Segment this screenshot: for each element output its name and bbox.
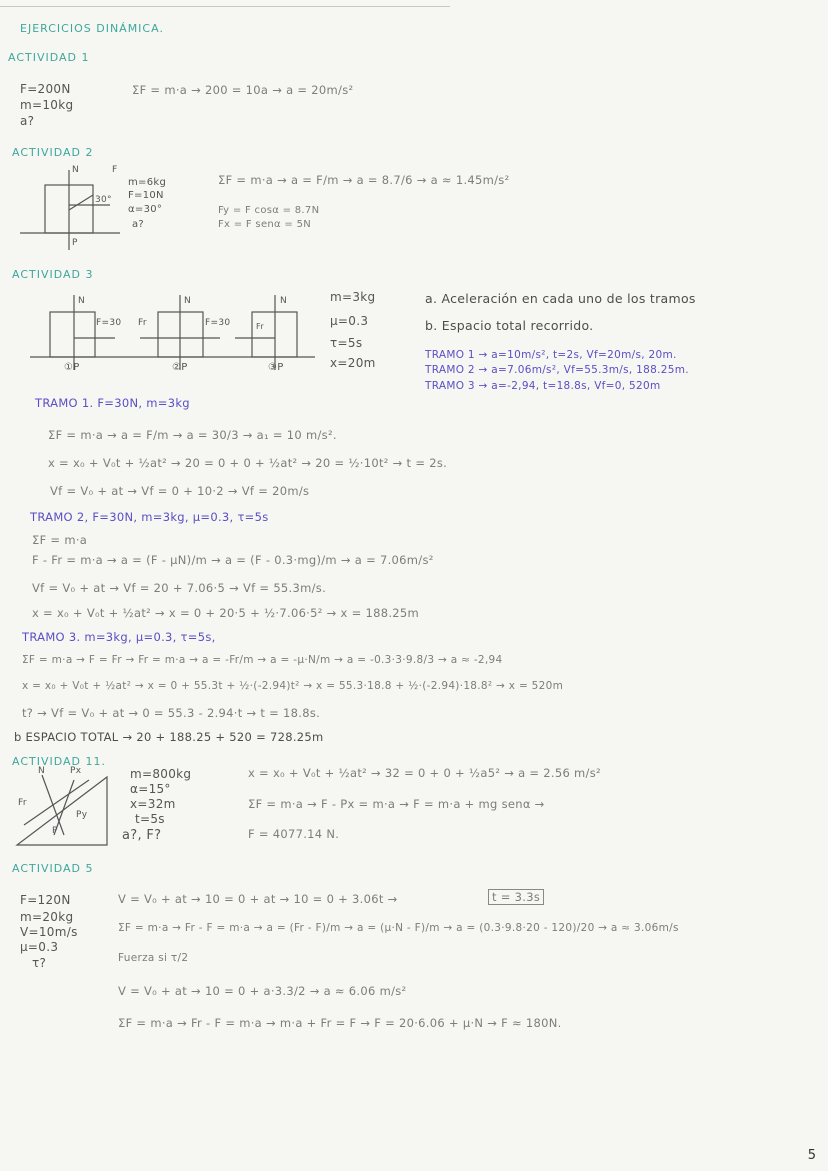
page-number: 5 <box>807 1148 816 1163</box>
equation: Fx = F senα = 5N <box>218 219 312 230</box>
heading-actividad-2: ACTIVIDAD 2 <box>12 146 94 159</box>
top-rule <box>0 6 450 7</box>
given: m=3kg <box>330 290 376 304</box>
equation: ΣF = m·a → 200 = 10a → a = 20m/s² <box>132 83 354 97</box>
equation: x = x₀ + V₀t + ½at² → 32 = 0 + 0 + ½a5² → a = 2.56 m/s² <box>248 766 601 780</box>
equation: F - Fr = m·a → a = (F - μN)/m → a = (F - 0.3·mg)/m → a = 7.06m/s² <box>32 553 434 567</box>
diagram-label: P <box>52 826 58 836</box>
diagram-label: Fr <box>18 798 27 808</box>
result-tramo-1: TRAMO 1 → a=10m/s², t=2s, Vf=20m/s, 20m. <box>425 349 677 361</box>
equation: ΣF = m·a → F - Px = m·a → F = m·a + mg senα → <box>248 797 545 811</box>
diagram-label: N <box>72 165 80 175</box>
diagram-label: Py <box>76 810 88 820</box>
given: τ? <box>32 956 47 970</box>
result-tramo-3: TRAMO 3 → a=-2,94, t=18.8s, Vf=0, 520m <box>425 380 661 392</box>
force-diagram-3 <box>30 290 320 370</box>
given: m=10kg <box>20 98 74 112</box>
tramo-2-heading: TRAMO 2, F=30N, m=3kg, μ=0.3, τ=5s <box>30 510 269 524</box>
given: α=15° <box>130 782 171 796</box>
given: F=120N <box>20 893 71 907</box>
given: a? <box>20 114 35 128</box>
tramo-3-heading: TRAMO 3. m=3kg, μ=0.3, τ=5s, <box>22 630 216 644</box>
diagram-label: ②P <box>172 362 188 373</box>
diagram-label: N <box>280 296 288 306</box>
heading-actividad-3: ACTIVIDAD 3 <box>12 268 94 281</box>
given: F=200N <box>20 82 71 96</box>
equation: x = x₀ + V₀t + ½at² → 20 = 0 + 0 + ½at² → 20 = ½·10t² → t = 2s. <box>48 456 448 470</box>
given: x=32m <box>130 797 176 811</box>
equation: F = 4077.14 N. <box>248 827 340 841</box>
diagram-label: 30° <box>95 195 112 205</box>
equation: ΣF = m·a → Fr - F = m·a → a = (Fr - F)/m → a = (μ·N - F)/m → a = (0.3·9.8·20 - 120)/20 → a ≈ 3.06m/s <box>118 922 679 934</box>
given: μ=0.3 <box>330 314 369 328</box>
diagram-label: Fr <box>256 322 264 331</box>
diagram-label: ①P <box>64 362 80 373</box>
given: t=5s <box>135 812 165 826</box>
equation: t? → Vf = V₀ + at → 0 = 55.3 - 2.94·t → t = 18.8s. <box>22 706 321 720</box>
result-tramo-2: TRAMO 2 → a=7.06m/s², Vf=55.3m/s, 188.25m. <box>425 364 689 376</box>
given: m=20kg <box>20 910 74 924</box>
diagram-label: F <box>112 165 118 175</box>
equation: ΣF = m·a → a = F/m → a = 30/3 → a₁ = 10 m/s². <box>48 428 337 442</box>
diagram-label: Fr <box>138 318 147 328</box>
question-a: a. Aceleración en cada uno de los tramos <box>425 291 696 306</box>
equation: Vf = V₀ + at → Vf = 20 + 7.06·5 → Vf = 55.3m/s. <box>32 581 327 595</box>
equation: V = V₀ + at → 10 = 0 + at → 10 = 0 + 3.06t → <box>118 892 398 906</box>
given: V=10m/s <box>20 925 78 939</box>
heading-actividad-11: ACTIVIDAD 11. <box>12 755 107 768</box>
tramo-1-heading: TRAMO 1. F=30N, m=3kg <box>35 396 190 410</box>
given: x=20m <box>330 356 376 370</box>
equation: ΣF = m·a → a = F/m → a = 8.7/6 → a ≈ 1.45m/s² <box>218 173 510 187</box>
equation: Fy = F cosα = 8.7N <box>218 205 320 216</box>
equation: ΣF = m·a <box>32 533 88 547</box>
given: m=6kg <box>128 177 167 188</box>
equation: V = V₀ + at → 10 = 0 + a·3.3/2 → a ≈ 6.06 m/s² <box>118 984 407 998</box>
given: α=30° <box>128 204 163 215</box>
heading-actividad-1: ACTIVIDAD 1 <box>8 51 90 64</box>
diagram-label: P <box>72 238 78 248</box>
page-title: EJERCICIOS DINÁMICA. <box>20 22 164 35</box>
equation: ΣF = m·a → Fr - F = m·a → m·a + Fr = F → F = 20·6.06 + μ·N → F ≈ 180N. <box>118 1016 562 1030</box>
diagram-label: F=30 <box>96 318 122 328</box>
incline-diagram <box>14 765 114 850</box>
total-distance: b ESPACIO TOTAL → 20 + 188.25 + 520 = 728.25m <box>14 730 324 744</box>
equation: ΣF = m·a → F = Fr → Fr = m·a → a = -Fr/m → a = -μ·N/m → a = -0.3·3·9.8/3 → a ≈ -2,94 <box>22 654 503 666</box>
given: μ=0.3 <box>20 940 59 954</box>
diagram-label: ③P <box>268 362 284 373</box>
question-b: b. Espacio total recorrido. <box>425 318 594 333</box>
equation: x = x₀ + V₀t + ½at² → x = 0 + 20·5 + ½·7.06·5² → x = 188.25m <box>32 606 420 620</box>
given: τ=5s <box>330 336 363 350</box>
diagram-label: Px <box>70 766 82 776</box>
diagram-label: N <box>184 296 192 306</box>
given: a?, F? <box>122 828 162 843</box>
given: F=10N <box>128 190 164 201</box>
diagram-label: N <box>78 296 86 306</box>
equation: x = x₀ + V₀t + ½at² → x = 0 + 55.3t + ½·(-2.94)t² → x = 55.3·18.8 + ½·(-2.94)·18.8² → x = 520m <box>22 680 564 692</box>
given: m=800kg <box>130 767 192 781</box>
force-diagram-2 <box>15 165 125 255</box>
diagram-label: F=30 <box>205 318 231 328</box>
heading-actividad-5: ACTIVIDAD 5 <box>12 862 94 875</box>
equation: Fuerza si τ/2 <box>118 952 189 964</box>
given: a? <box>132 219 145 230</box>
equation: Vf = V₀ + at → Vf = 0 + 10·2 → Vf = 20m/s <box>50 484 310 498</box>
diagram-label: N <box>38 766 46 776</box>
boxed-result: t = 3.3s <box>488 889 544 905</box>
